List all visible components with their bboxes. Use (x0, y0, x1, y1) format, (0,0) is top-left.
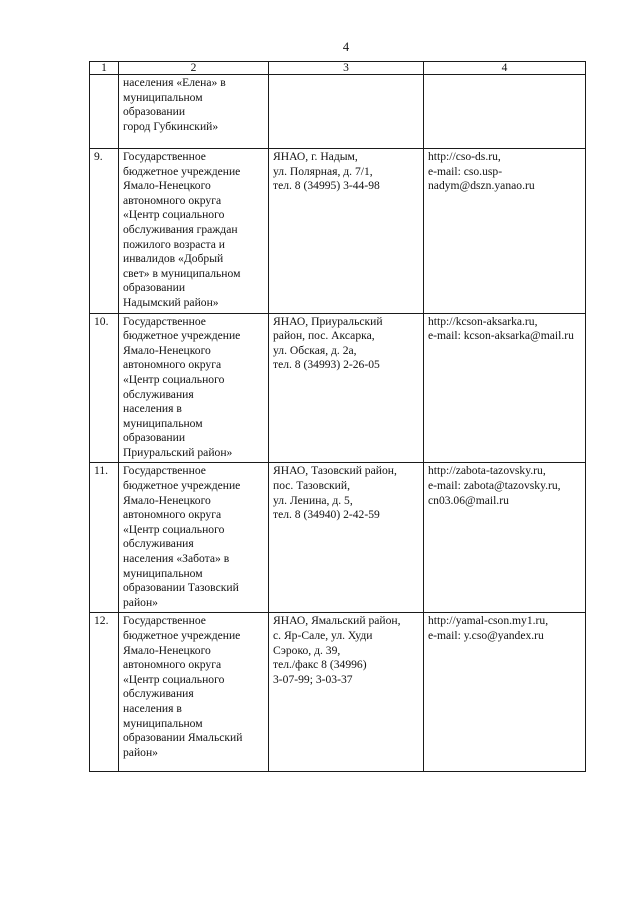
institution-name: Государственное бюджетное учреждение Ямало-Ненецкого автономного округа «Центр социального обслуживания граждан пожилого возраста и инвалидов «Добрый свет» в муниципальном образовании Надымский район» (119, 149, 269, 314)
table-row (90, 149, 586, 314)
institution-contacts: http://yamal-cson.my1.ru, e-mail: y.cso@yandex.ru (424, 613, 586, 772)
row-number: 9. (90, 149, 119, 314)
table-row (90, 75, 586, 149)
table-row (90, 613, 586, 772)
column-header-number: 1 (90, 62, 119, 75)
table-row (90, 463, 586, 613)
institution-name: Государственное бюджетное учреждение Ямало-Ненецкого автономного округа «Центр социального обслуживания населения в муниципальном образовании Ямальский район» (119, 613, 269, 772)
institution-contacts: http://cso-ds.ru, e-mail: cso.usp- nadym@dszn.yanao.ru (424, 149, 586, 314)
row-number: 11. (90, 463, 119, 613)
institution-name: Государственное бюджетное учреждение Ямало-Ненецкого автономного округа «Центр социального обслуживания населения в муниципальном образовании Приуральский район» (119, 313, 269, 463)
institution-contacts: http://zabota-tazovsky.ru, e-mail: zabota@tazovsky.ru, cn03.06@mail.ru (424, 463, 586, 613)
institution-name: Государственное бюджетное учреждение Ямало-Ненецкого автономного округа «Центр социального обслуживания населения «Забота» в муниципальном образовании Тазовский район» (119, 463, 269, 613)
table-row (90, 313, 586, 463)
row-number (90, 75, 119, 149)
row-number: 10. (90, 313, 119, 463)
institution-address: ЯНАО, г. Надым, ул. Полярная, д. 7/1, тел. 8 (34995) 3-44-98 (269, 149, 424, 314)
institution-contacts (424, 75, 586, 149)
institutions-table (89, 61, 586, 772)
institution-address: ЯНАО, Приуральский район, пос. Аксарка, ул. Обская, д. 2а, тел. 8 (34993) 2-26-05 (269, 313, 424, 463)
institution-contacts: http://kcson-aksarka.ru, e-mail: kcson-aksarka@mail.ru (424, 313, 586, 463)
institution-address: ЯНАО, Тазовский район, пос. Тазовский, ул. Ленина, д. 5, тел. 8 (34940) 2-42-59 (269, 463, 424, 613)
institution-address: ЯНАО, Ямальский район, с. Яр-Сале, ул. Худи Сэроко, д. 39, тел./факс 8 (34996) 3-07-99; 3-03-37 (269, 613, 424, 772)
column-header-contacts: 4 (424, 62, 586, 75)
column-header-address: 3 (269, 62, 424, 75)
institution-address (269, 75, 424, 149)
row-number: 12. (90, 613, 119, 772)
column-header-name: 2 (119, 62, 269, 75)
table-header-row (90, 62, 586, 75)
institution-name: населения «Елена» в муниципальном образовании город Губкинский» (119, 75, 269, 149)
page-number: 4 (342, 40, 350, 54)
